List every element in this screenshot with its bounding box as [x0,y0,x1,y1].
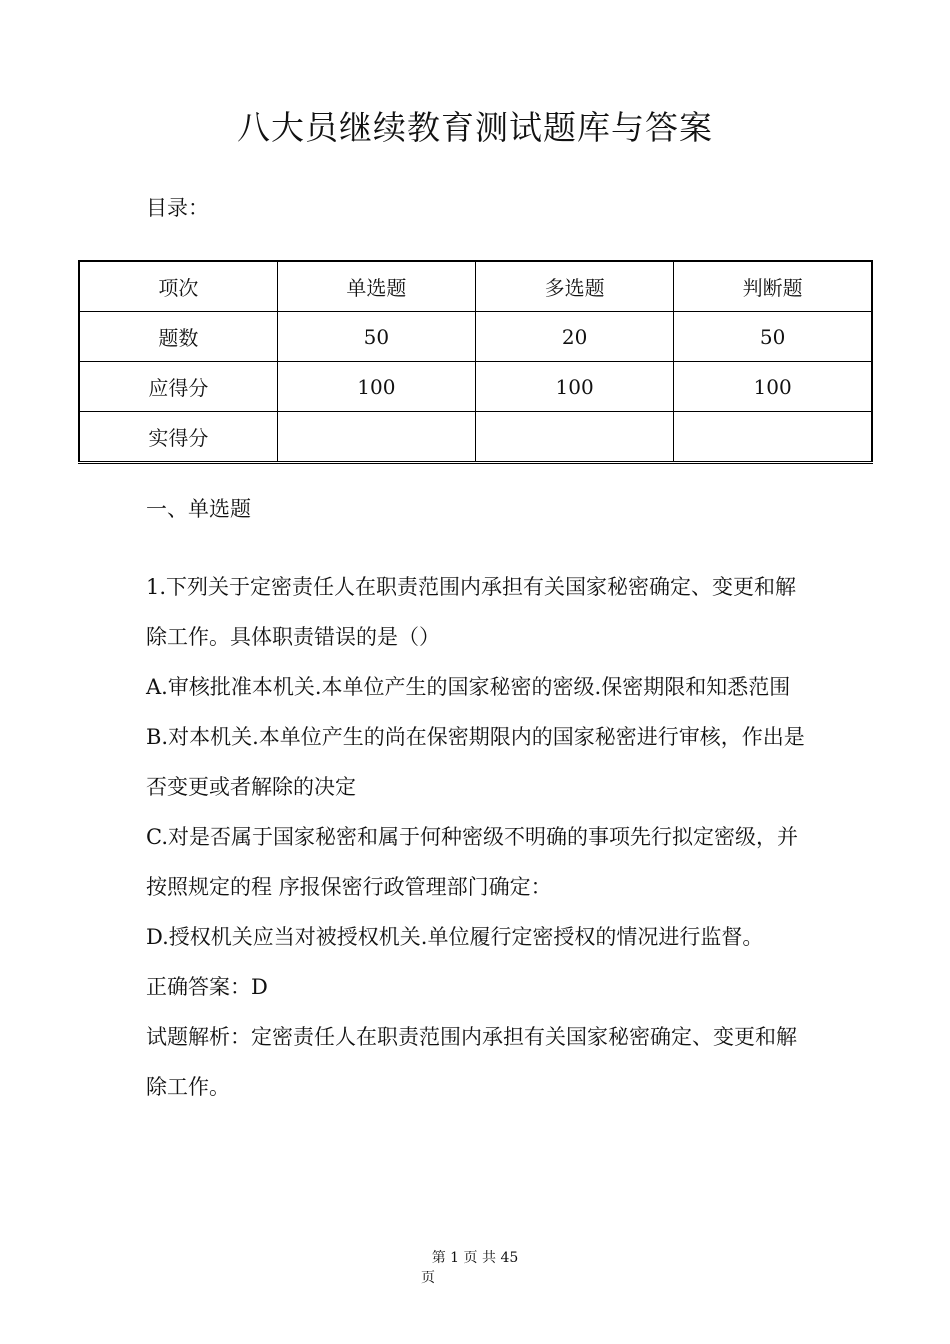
page-number-suffix: 页 [421,1270,435,1286]
score-table [78,260,873,464]
document-title: 八大员继续教育测试题库与答案 [237,108,713,147]
table-row [79,362,872,412]
option-a: A.审核批准本机关.本单位产生的国家秘密的密级.保密期限和知悉范围 [146,675,791,699]
question-block [146,562,816,1112]
table-header-cell: 判断题 [674,261,872,312]
table-cell-empty [674,412,872,463]
page-number: 第 1 页 共 45 [431,1250,519,1266]
option-c: C.对是否属于国家秘密和属于何种密级不明确的事项先行拟定密级，并按照规定的程 序报保密行政管理部门确定： [146,825,798,899]
table-cell: 50 [277,312,475,362]
table-cell: 100 [674,362,872,412]
table-header-cell: 多选题 [476,261,674,312]
table-row [79,412,872,463]
table-cell: 100 [476,362,674,412]
table-cell: 题数 [79,312,277,362]
option-d: D.授权机关应当对被授权机关.单位履行定密授权的情况进行监督。 [146,925,764,949]
table-header-cell: 项次 [79,261,277,312]
table-cell: 100 [277,362,475,412]
question-stem: 1.下列关于定密责任人在职责范围内承担有关国家秘密确定、变更和解除工作。具体职责错误的是（） [146,575,797,649]
table-cell-empty [476,412,674,463]
option-b: B.对本机关.本单位产生的尚在保密期限内的国家秘密进行审核，作出是否变更或者解除的决定 [146,725,805,799]
toc-label: 目录： [146,196,209,220]
table-cell-empty [277,412,475,463]
table-cell: 应得分 [79,362,277,412]
table-cell: 实得分 [79,412,277,463]
page-footer [0,1248,950,1288]
table-row [79,312,872,362]
correct-answer: 正确答案：D [146,975,268,999]
answer-analysis: 试题解析：定密责任人在职责范围内承担有关国家秘密确定、变更和解除工作。 [146,1025,797,1099]
table-cell: 50 [674,312,872,362]
table-cell: 20 [476,312,674,362]
section-heading: 一、单选题 [146,497,251,521]
table-header-cell: 单选题 [277,261,475,312]
table-header-row [79,261,872,312]
